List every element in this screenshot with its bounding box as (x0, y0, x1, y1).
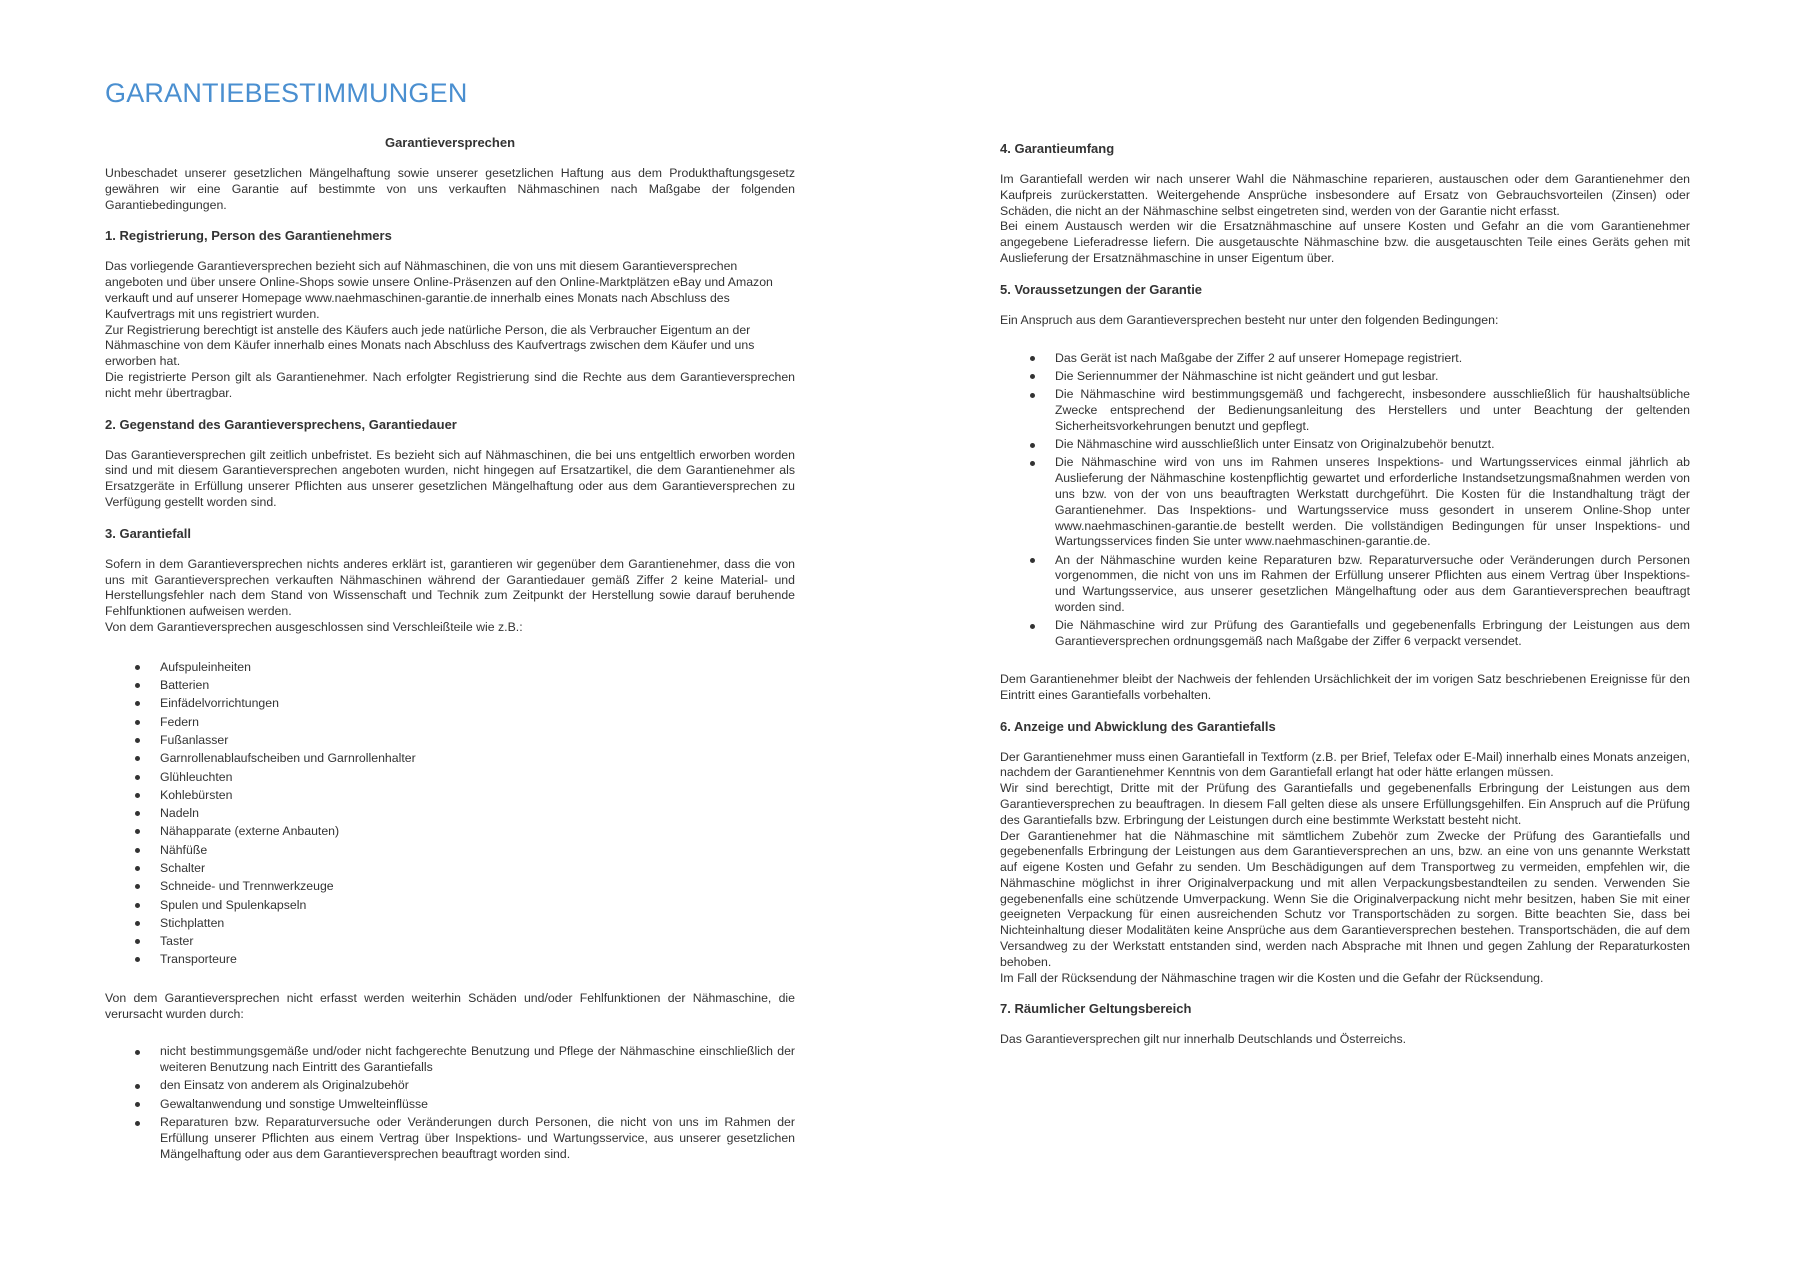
section-5-closing: Dem Garantienehmer bleibt der Nachweis der fehlenden Ursächlichkeit der im vorigen Satz beschriebenen Ereignisse für den Eintritt eines Garantiefalls vorbehalten. (1000, 671, 1690, 702)
list-item: Spulen und Spulenkapseln (160, 896, 795, 914)
list-item: Die Nähmaschine wird zur Prüfung des Garantiefalls und gegebenenfalls Erbringung der Leistungen aus dem Garantieversprechen ordnungsgemäß nach Maßgabe der Ziffer 6 verpackt versendet. (1055, 618, 1690, 649)
list-item: An der Nähmaschine wurden keine Reparaturen bzw. Reparaturversuche oder Veränderungen durch Personen vorgenommen, die nicht von uns im Rahmen der Erfüllung unserer Pflichten aus einem Vertrag über Inspektions- und Wartungsservice, aus unserer gesetzlichen Mängelhaftung oder aus dem Garantieversprechen beauftragt worden sind. (1055, 552, 1690, 615)
section-4-paragraph: Bei einem Austausch werden wir die Ersatznähmaschine auf unsere Kosten und Gefahr an die vom Garantienehmer angegebene Lieferadresse liefern. Die ausgetauschte Nähmaschine bzw. die ausgetauschten Teile eines Geräts gehen mit Auslieferung der Ersatznähmaschine in unser Eigentum über. (1000, 219, 1690, 265)
list-item: Federn (160, 713, 795, 731)
section-1-paragraph: Zur Registrierung berechtigt ist anstelle des Käufers auch jede natürliche Person, die als Verbraucher Eigentum an der Nähmaschine von dem Käufer innerhalb eines Monats nach Abschluss des Kaufvertrags zwischen dem Käufer und uns erworben hat. (105, 322, 755, 369)
conditions-list (1000, 351, 1690, 650)
damage-intro: Von dem Garantieversprechen nicht erfasst werden weiterhin Schäden und/oder Fehlfunktionen der Nähmaschine, die verursacht wurden durch: (105, 990, 795, 1021)
section-4-body (1000, 172, 1690, 267)
document-title: GARANTIEBESTIMMUNGEN (105, 78, 468, 108)
list-item: Garnrollenablaufscheiben und Garnrollenhalter (160, 749, 795, 767)
list-item: Stichplatten (160, 914, 795, 932)
list-item: nicht bestimmungsgemäße und/oder nicht fachgerechte Benutzung und Pflege der Nähmaschine einschließlich der weiteren Benutzung nach Eintritt des Garantiefalls (160, 1044, 795, 1075)
list-item: Einfädelvorrichtungen (160, 694, 795, 712)
section-6-body (1000, 750, 1690, 987)
list-item: Das Gerät ist nach Maßgabe der Ziffer 2 auf unserer Homepage registriert. (1055, 351, 1690, 367)
section-7-body (1000, 1032, 1690, 1048)
section-3-paragraph: Von dem Garantieversprechen ausgeschlossen sind Verschleißteile wie z.B.: (105, 619, 523, 634)
list-item: Die Nähmaschine wird ausschließlich unter Einsatz von Originalzubehör benutzt. (1055, 437, 1690, 453)
intro-paragraph: Unbeschadet unserer gesetzlichen Mängelhaftung sowie unserer gesetzlichen Haftung aus dem Produkthaftungsgesetz gewähren wir eine Garantie auf bestimmte von uns verkauften Nähmaschinen nach Maßgabe der folgenden Garantiebedingungen. (105, 166, 795, 212)
list-item: Schneide- und Trennwerkzeuge (160, 877, 795, 895)
list-item: Nadeln (160, 804, 795, 822)
list-item: Die Seriennummer der Nähmaschine ist nicht geändert und gut lesbar. (1055, 369, 1690, 385)
wear-parts-list (105, 658, 795, 969)
section-3-heading: 3. Garantiefall (105, 525, 191, 541)
list-item: Die Nähmaschine wird bestimmungsgemäß und fachgerecht, insbesondere ausschließlich für haushaltsübliche Zwecke entsprechend der Bedienungsanleitung des Herstellers und unter Beachtung der geltenden Sicherheitsvorkehrungen benutzt und gepflegt. (1055, 387, 1690, 433)
list-item: Nähapparate (externe Anbauten) (160, 822, 795, 840)
section-4-paragraph: Im Garantiefall werden wir nach unserer Wahl die Nähmaschine reparieren, austauschen oder dem Garantienehmer den Kaufpreis zurückerstatten. Weitergehende Ansprüche insbesondere auf Ersatz von Gebrauchsvorteilen (Zinsen) oder Schäden, die nicht an der Nähmaschine selbst eingetreten sind, werden von der Garantie nicht erfasst. (1000, 172, 1690, 218)
section-5-heading: 5. Voraussetzungen der Garantie (1000, 281, 1203, 297)
list-item: Batterien (160, 676, 795, 694)
section-6-paragraph: Im Fall der Rücksendung der Nähmaschine tragen wir die Kosten und die Gefahr der Rücksendung. (1000, 970, 1544, 985)
section-1-heading: 1. Registrierung, Person des Garantienehmers (105, 228, 392, 244)
document-subtitle: Garantieversprechen (384, 135, 516, 150)
list-item: Aufspuleinheiten (160, 658, 795, 676)
section-6-paragraph: Der Garantienehmer muss einen Garantiefall in Textform (z.B. per Brief, Telefax oder E-Mail) innerhalb eines Monats anzeigen, nachdem der Garantienehmer Kenntnis von dem Garantiefall erlangt hat oder hätte erlangen müssen. (1000, 749, 1690, 780)
section-2-body (105, 448, 795, 511)
right-column (1000, 141, 1690, 1063)
section-3-body (105, 557, 795, 636)
list-item: Glühleuchten (160, 768, 795, 786)
list-item: Schalter (160, 859, 795, 877)
list-item: den Einsatz von anderem als Originalzubehör (160, 1078, 795, 1094)
section-1-paragraph: Die registrierte Person gilt als Garantienehmer. Nach erfolgter Registrierung sind die Rechte aus dem Garantieversprechen nicht mehr übertragbar. (105, 369, 795, 400)
intro-section (105, 166, 795, 213)
list-item: Die Nähmaschine wird von uns im Rahmen unseres Inspektions- und Wartungsservices einmal jährlich ab Auslieferung der Nähmaschine kostenpflichtig gewartet und erforderliche Instandsetzungsmaßnahmen werden von uns bzw. von der von uns beauftragten Werkstatt durchgeführt. Die Kosten für die Instandhaltung trägt der Garantienehmer. Das Inspektions- und Wartungsservice muss gesondert in unserem Online-Shop unter www.naehmaschinen-garantie.de bestellt werden. Die vollständigen Bedingungen für unser Inspektions- und Wartungsservices finden Sie unter www.naehmaschinen-garantie.de. (1055, 455, 1690, 549)
section-7-heading: 7. Räumlicher Geltungsbereich (1000, 1001, 1192, 1017)
section-7-paragraph: Das Garantieversprechen gilt nur innerhalb Deutschlands und Österreichs. (1000, 1032, 1407, 1047)
section-5-intro: Ein Anspruch aus dem Garantieversprechen besteht nur unter den folgenden Bedingungen: (1000, 312, 1499, 327)
list-item: Taster (160, 932, 795, 950)
section-2-heading: 2. Gegenstand des Garantieversprechens, Garantiedauer (105, 416, 457, 432)
list-item: Nähfüße (160, 841, 795, 859)
damage-causes-list (105, 1044, 795, 1162)
section-6-paragraph: Der Garantienehmer hat die Nähmaschine mit sämtlichem Zubehör zum Zwecke der Prüfung des Garantiefalls und gegebenenfalls Erbringung der Leistungen aus dem Garantieversprechen an uns, bzw. an eine von uns genannte Werkstatt auf eigene Kosten und Gefahr zu senden. Um Beschädigungen auf dem Transportweg zu vermeiden, empfehlen wir, die Nähmaschine möglichst in ihrer Originalverpackung und mit allen Verpackungsbestandteilen zu senden. Verwenden Sie gegebenenfalls eine schützende Umverpackung. Wenn Sie die Originalverpackung nicht mehr besitzen, haben Sie mit einer geeigneten Verpackung für einen ausreichenden Schutz vor Transportschäden zu sorgen. Bitte beachten Sie, dass bei Nichteinhaltung dieser Modalitäten keine Ansprüche aus dem Garantieversprechen bestehen. Transportschäden, die auf dem Versandweg zu der Werkstatt entstanden sind, werden nach Absprache mit Ihnen und gegen Zahlung der Reparaturkosten behoben. (1000, 828, 1690, 969)
list-item: Kohlebürsten (160, 786, 795, 804)
section-6-paragraph: Wir sind berechtigt, Dritte mit der Prüfung des Garantiefalls und gegebenenfalls Erbringung der Leistungen aus dem Garantieversprechen zu beauftragen. In diesem Fall gelten diese als unsere Erfüllungsgehilfen. Ein Anspruch auf die Prüfung des Garantiefalls bzw. Erbringung der Leistungen durch eine bestimmte Werkstatt besteht nicht. (1000, 781, 1690, 827)
list-item: Transporteure (160, 950, 795, 968)
section-3-paragraph: Sofern in dem Garantieversprechen nichts anderes erklärt ist, garantieren wir gegenüber dem Garantienehmer, dass die von uns mit Garantieversprechen verkauften Nähmaschinen während der Garantiedauer gemäß Ziffer 2 keine Material- und Herstellungsfehler nach dem Stand von Wissenschaft und Technik zum Zeitpunkt der Herstellung sowie darauf beruhende Fehlfunktionen aufweisen werden. (105, 556, 795, 619)
list-item: Gewaltanwendung und sonstige Umwelteinflüsse (160, 1097, 795, 1113)
section-1-body (105, 259, 795, 401)
section-4-heading: 4. Garantieumfang (1000, 141, 1115, 156)
section-6-heading: 6. Anzeige und Abwicklung des Garantiefalls (1000, 718, 1276, 734)
section-2-paragraph: Das Garantieversprechen gilt zeitlich unbefristet. Es bezieht sich auf Nähmaschinen, die bei uns entgeltlich erworben worden sind und mit diesem Garantieversprechen angeboten wurden, nicht hingegen auf Ersatzartikel, die dem Garantienehmer als Ersatzgeräte in Erfüllung unserer Pflichten aus unserer gesetzlichen Mängelhaftung oder aus dem Garantieversprechen zu Verfügung gestellt worden sind. (105, 447, 795, 509)
list-item: Reparaturen bzw. Reparaturversuche oder Veränderungen durch Personen, die nicht von uns im Rahmen der Erfüllung unserer Pflichten aus einem Vertrag über Inspektions- und Wartungsservice, aus unserer gesetzlichen Mängelhaftung oder aus dem Garantieversprechen beauftragt worden sind. (160, 1115, 795, 1161)
left-column (105, 135, 795, 1184)
section-1-paragraph: Das vorliegende Garantieversprechen bezieht sich auf Nähmaschinen, die von uns mit diesem Garantieversprechen angeboten und über unsere Online-Shops sowie unsere Online-Präsenzen auf den Online-Marktplätzen eBay und Amazon verkauft und auf unserer Homepage www.naehmaschinen-garantie.de innerhalb eines Monats nach Abschluss des Kaufvertrags mit uns registriert wurden. (105, 259, 773, 321)
list-item: Fußanlasser (160, 731, 795, 749)
